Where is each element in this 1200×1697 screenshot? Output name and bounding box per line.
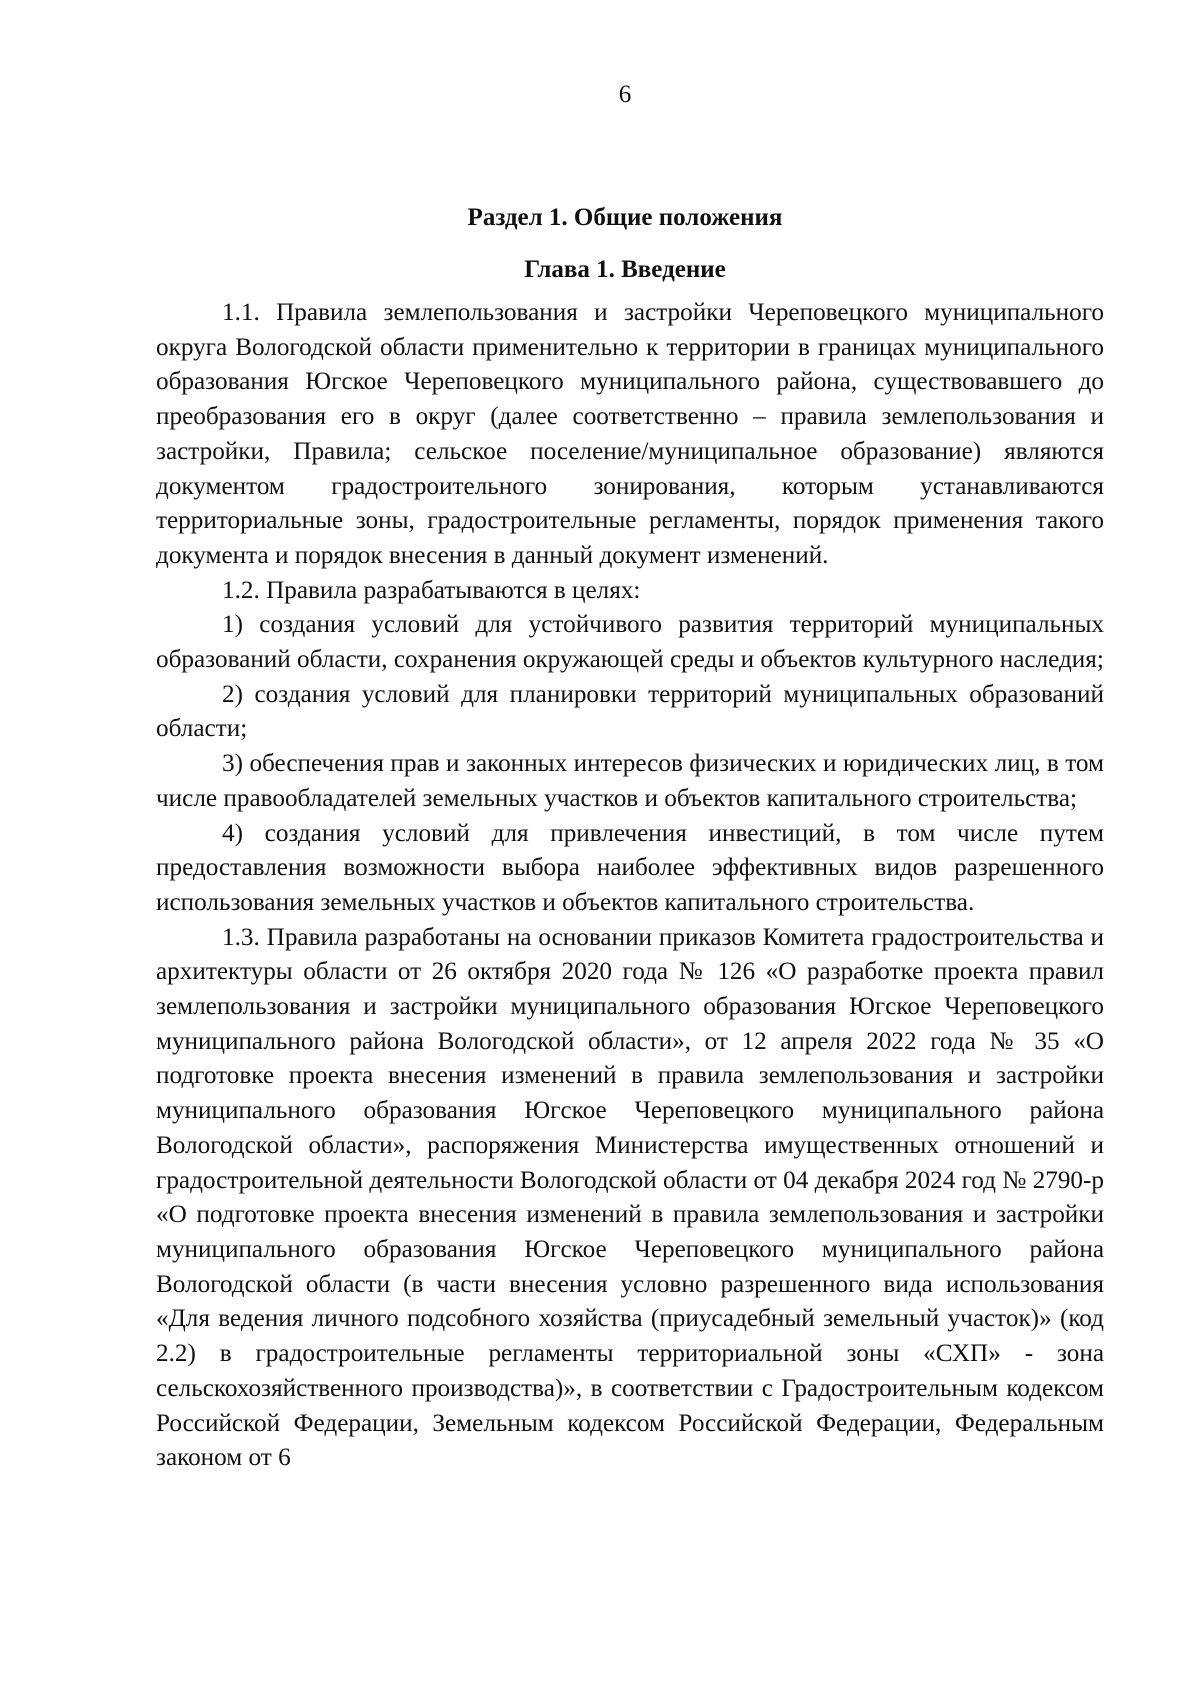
list-item-3: 3) обеспечения прав и законных интересов физических и юридических лиц, в том числе правообладателей земельных участков и объектов капитального строительства;: [156, 750, 1104, 812]
paragraph-1-2: 1.2. Правила разрабатываются в целях:: [222, 576, 641, 604]
paragraph-1-1: 1.1. Правила землепользования и застройки Череповецкого муниципального округа Вологодской области применительно к территории в границах муниципального образования Югское Череповецкого муниципального района, существовавшего до преобразования его в округ (далее соответственно – правила землепользования и застройки, Правила; сельское поселение/муниципальное образование) являются документом градостроительного зонирования, которым устанавливаются территориальные зоны, градостроительные регламенты, порядок применения такого документа и порядок внесения в данный документ изменений.: [156, 299, 1104, 569]
document-body: [156, 296, 1104, 1476]
list-item-1: 1) создания условий для устойчивого развития территорий муниципальных образований области, сохранения окружающей среды и объектов культурного наследия;: [156, 611, 1104, 674]
page-number: 6: [618, 81, 632, 108]
paragraph-1-3: 1.3. Правила разработаны на основании приказов Комитета градостроительства и архитектуры области от 26 октября 2020 года № 126 «О разработке проекта правил землепользования и застройки муниципального образования Югское Череповецкого муниципального района Вологодской области», от 12 апреля 2022 года № 35 «О подготовке проекта внесения изменений в правила землепользования и застройки муниципального образования Югское Череповецкого муниципального района Вологодской области», распоряжения Министерства имущественных отношений и градостроительной деятельности Вологодской области от 04 декабря 2024 год № 2790-р «О подготовке проекта внесения изменений в правила землепользования и застройки муниципального образования Югское Череповецкого муниципального района Вологодской области (в части внесения условно разрешенного вида использования «Для ведения личного подсобного хозяйства (приусадебный земельный участок)» (код 2.2) в градостроительные регламенты территориальной зоны «СХП» - зона сельскохозяйственного производства)», в соответствии с Градостроительным кодексом Российской Федерации, Земельным кодексом Российской Федерации, Федеральным законом от 6: [156, 923, 1104, 1472]
section-title: Раздел 1. Общие положения: [467, 204, 783, 231]
list-item-2: 2) создания условий для планировки территорий муниципальных образований области;: [156, 680, 1104, 743]
list-item-4: 4) создания условий для привлечения инвестиций, в том числе путем предоставления возможности выбора наиболее эффективных видов разрешенного использования земельных участков и объектов капитального строительства.: [156, 819, 1104, 916]
chapter-title: Глава 1. Введение: [524, 256, 726, 283]
